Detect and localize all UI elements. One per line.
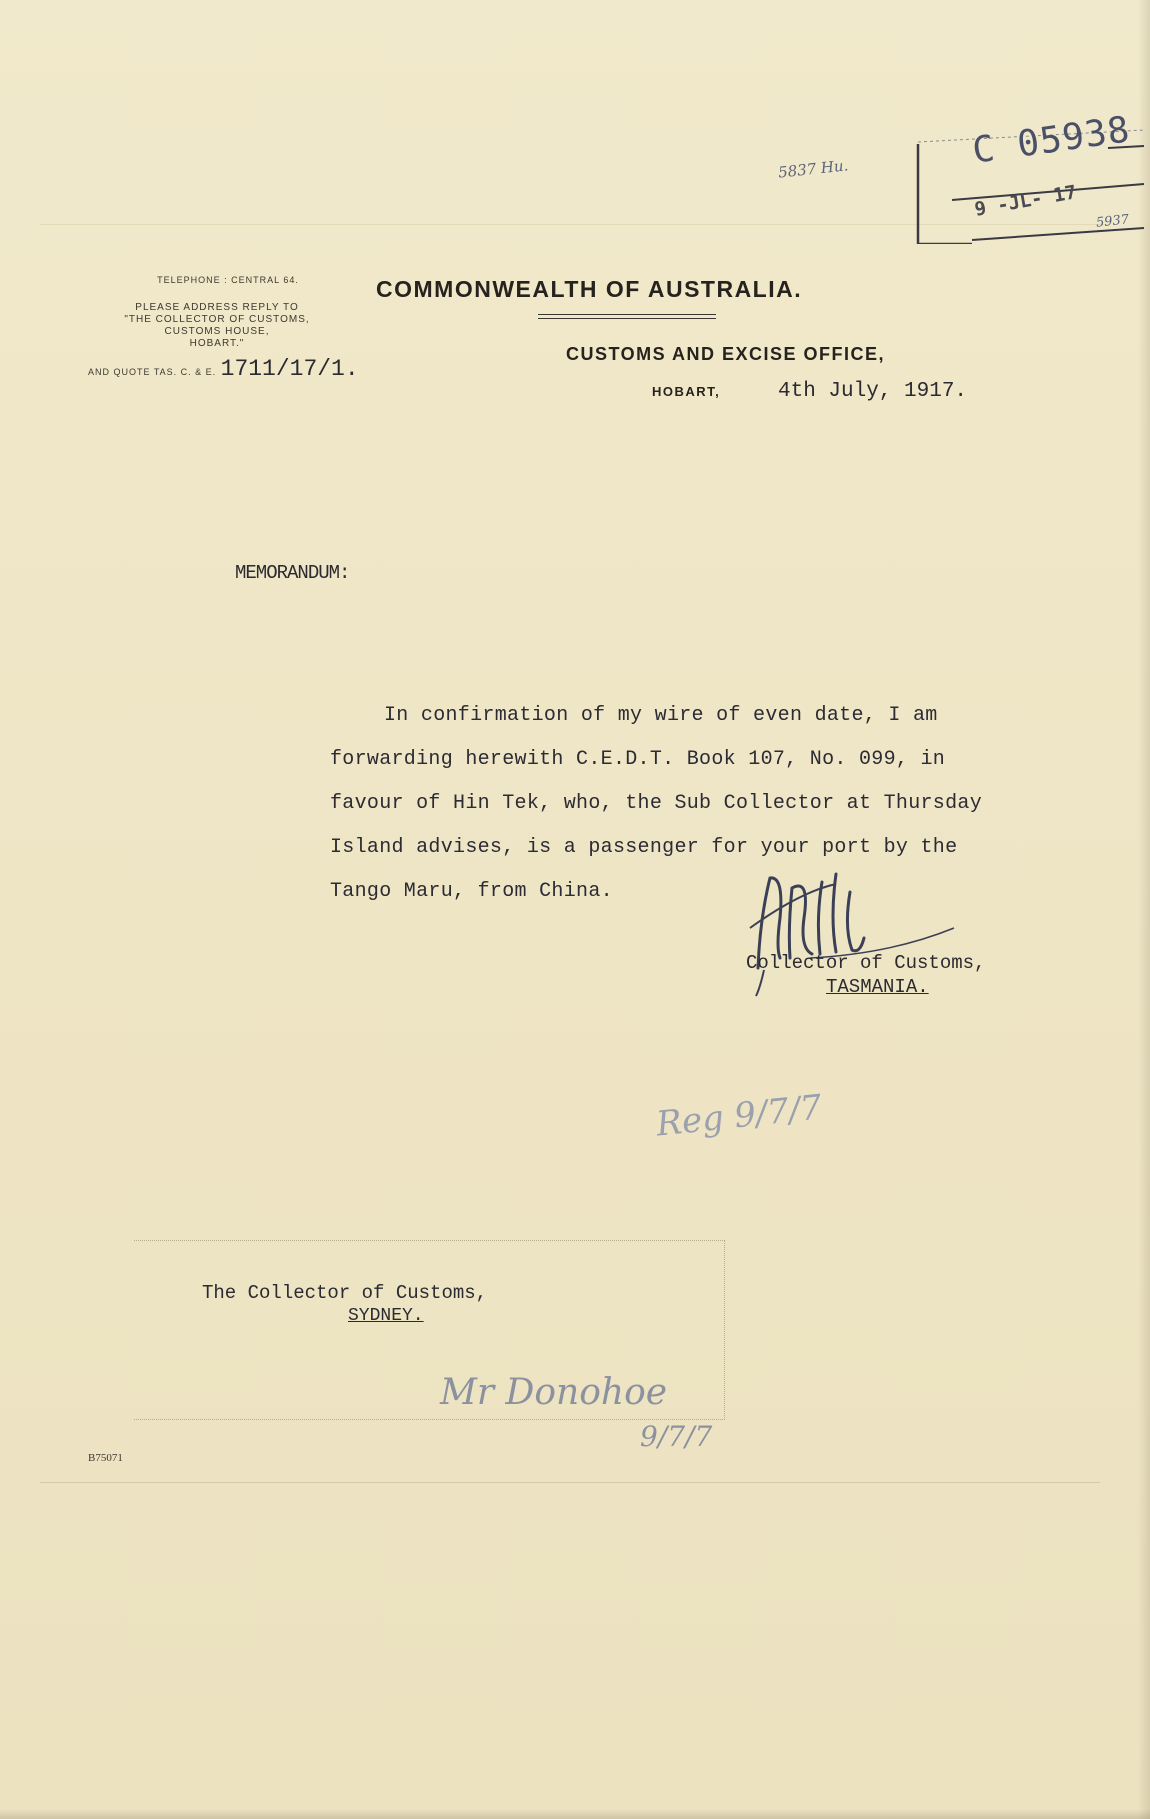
telephone-line: TELEPHONE : CENTRAL 64. <box>157 275 299 285</box>
title-rule <box>538 314 716 319</box>
reply-line-3: CUSTOMS HOUSE, <box>164 326 270 337</box>
letter-date: 4th July, 1917. <box>778 380 968 403</box>
reply-line-1: PLEASE ADDRESS REPLY TO <box>135 302 299 313</box>
paper-edge-shadow <box>1138 0 1150 1819</box>
office-name: CUSTOMS AND EXCISE OFFICE, <box>566 344 886 364</box>
bottom-note-initials: 9/7/7 <box>640 1420 713 1453</box>
received-stamp <box>912 109 1144 244</box>
stamp-small-note: 5937 <box>1095 212 1130 231</box>
letterhead-title: COMMONWEALTH OF AUSTRALIA. <box>376 276 803 302</box>
signature-state: TASMANIA. <box>826 976 929 998</box>
reply-line-2: "THE COLLECTOR OF CUSTOMS, <box>124 314 310 325</box>
form-number: B75071 <box>88 1452 123 1464</box>
signature-role: Collector of Customs, <box>746 952 986 974</box>
margin-register-note: 5837 Hu. <box>777 156 850 182</box>
reference-number: 1711/17/1. <box>220 356 359 382</box>
stamp-date: 9 -JL- 17 <box>972 181 1079 221</box>
reference-line <box>88 356 359 382</box>
memo-line-2: forwarding herewith C.E.D.T. Book 107, No. 099, in <box>330 748 946 771</box>
bottom-note-name: Mr Donohoe <box>440 1372 668 1413</box>
bottom-fold-line <box>40 1482 1100 1483</box>
addressee-line-1: The Collector of Customs, <box>202 1282 488 1304</box>
registry-note: Reg 9/7/7 <box>654 1087 824 1145</box>
addressee-line-2: SYDNEY. <box>348 1306 424 1326</box>
memo-line-1: In confirmation of my wire of even date, I am <box>384 704 938 727</box>
memo-heading: MEMORANDUM: <box>235 562 350 584</box>
city-label: HOBART, <box>652 384 721 399</box>
quote-prefix: AND QUOTE TAS. C. & E. <box>88 367 217 377</box>
reply-line-4: HOBART." <box>189 338 245 349</box>
paper-bottom-shadow <box>0 1809 1150 1819</box>
memo-line-5: Tango Maru, from China. <box>330 880 613 903</box>
memo-line-4: Island advises, is a passenger for your port by the <box>330 836 958 859</box>
memo-line-3: favour of Hin Tek, who, the Sub Collector at Thursday <box>330 792 983 815</box>
stamp-number: C 05938 <box>969 109 1133 172</box>
